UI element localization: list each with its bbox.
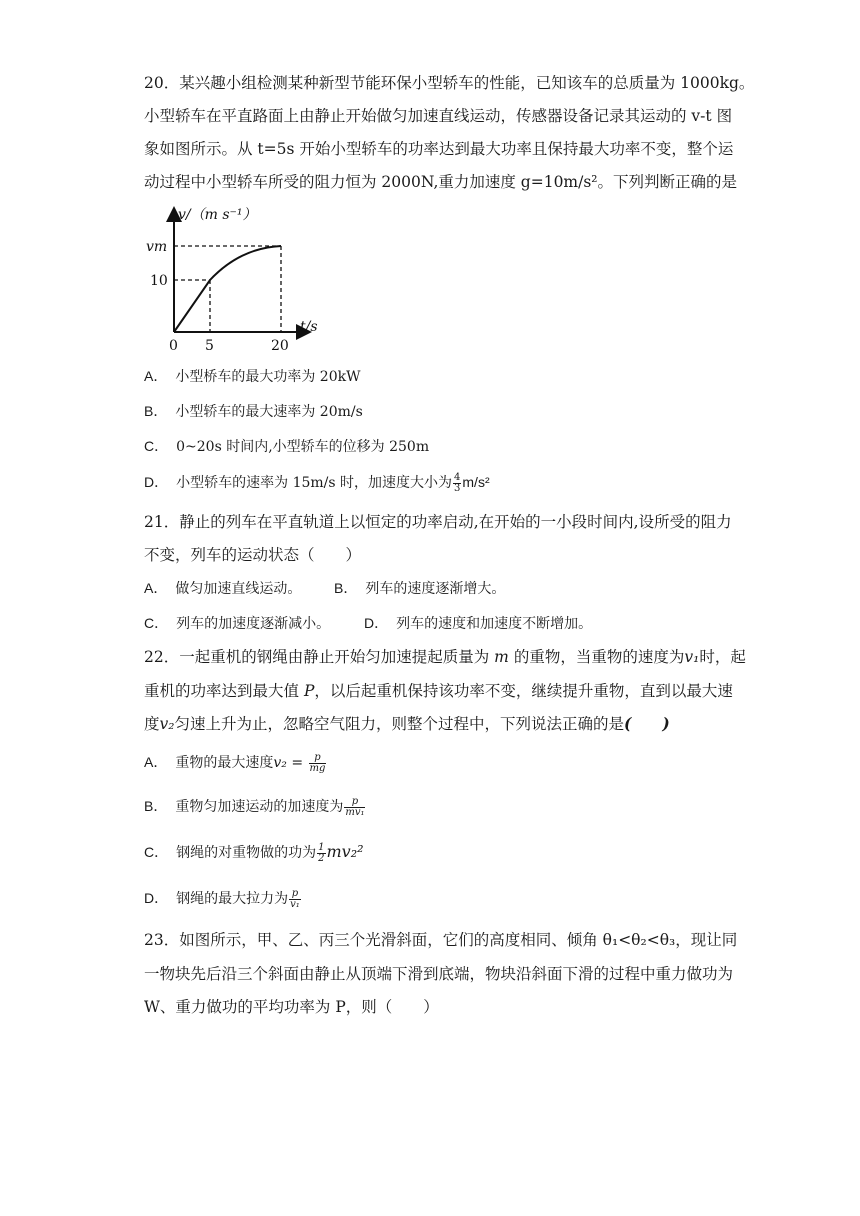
option-text: 做匀加速直线运动。	[175, 581, 302, 597]
q22-option-a: A． 重物的最大速度v₂ = $\frac{p}{mg}$	[144, 751, 326, 774]
option-label: B．	[144, 403, 168, 419]
option-text: 钢绳的最大拉力为	[176, 891, 289, 907]
y-tick-10: 10	[150, 273, 168, 289]
option-text: 列车的加速度逐渐减小。	[176, 616, 331, 632]
option-text: 重物的最大速度	[175, 755, 274, 771]
option-label: D．	[144, 474, 169, 490]
q20-option-a	[144, 366, 360, 387]
q20-option-b	[144, 401, 363, 422]
q22-line-2: 重机的功率达到最大值 P，以后起重机保持该功率不变，继续提升重物，直到以最大速	[144, 682, 733, 700]
option-label: B．	[334, 580, 358, 596]
option-label: D．	[144, 890, 169, 906]
x-tick-20: 20	[271, 338, 289, 354]
q23-line-3: W、重力做功的平均功率为 P，则（ ）	[144, 998, 439, 1016]
q23-line-1: 23．如图所示，甲、乙、丙三个光滑斜面，它们的高度相同、倾角 θ₁<θ₂<θ₃，现让同	[144, 931, 738, 949]
velocity-curve	[174, 246, 281, 332]
option-label: B．	[144, 798, 168, 814]
option-text: 列车的速度逐渐增大。	[365, 581, 506, 597]
option-label: C．	[144, 438, 169, 454]
q20-line-1: 20．某兴趣小组检测某种新型节能环保小型轿车的性能，已知该车的总质量为 1000kg。	[144, 74, 755, 92]
option-text: 小型轿车的速率为 15m/s 时，加速度大小为	[176, 475, 453, 491]
option-label: C．	[144, 844, 169, 860]
option-text: 0~20s 时间内,小型轿车的位移为 250m	[176, 439, 430, 455]
q20-option-d	[144, 472, 490, 494]
q22-option-b	[144, 796, 366, 818]
fraction: $\frac{p}{\text{mv₁}}$	[345, 795, 365, 818]
q21-option-d	[364, 613, 592, 634]
q21-option-c	[144, 613, 330, 634]
fraction: $\frac{1}{2}$	[318, 841, 325, 864]
option-text: 钢绳的对重物做的功为	[176, 845, 317, 861]
q20-line-4: 动过程中小型轿车所受的阻力恒为 2000N,重力加速度 g=10m/s²。下列判断正确的是	[144, 173, 738, 191]
q23-line-2: 一物块先后沿三个斜面由静止从顶端下滑到底端，物块沿斜面下滑的过程中重力做功为	[144, 965, 734, 983]
q21-line-1: 21．静止的列车在平直轨道上以恒定的功率启动,在开始的一小段时间内,设所受的阻力	[144, 513, 732, 531]
q21-option-b	[334, 578, 505, 599]
y-axis-label: v/（m s⁻¹）	[178, 207, 257, 223]
option-text: 小型桥车的最大功率为 20kW	[175, 369, 361, 385]
option-text: 重物匀加速运动的加速度为	[175, 799, 344, 815]
option-label: A．	[144, 368, 168, 384]
q22-line-3: 度v₂匀速上升为止，忽略空气阻力，则整个过程中，下列说法正确的是( )	[144, 714, 670, 733]
q22-option-d	[144, 888, 302, 910]
fraction: $\frac{p}{\text{v₁}}$	[290, 887, 300, 910]
fraction: $\frac{4}{3}$	[454, 471, 461, 494]
q20-line-3: 象如图所示。从 t=5s 开始小型轿车的功率达到最大功率且保持最大功率不变，整个运	[144, 140, 734, 158]
q22-line-1: 22．一起重机的钢绳由静止开始匀加速提起质量为 m 的重物，当重物的速度为v₁时，起	[144, 648, 746, 666]
x-axis-label: t/s	[300, 319, 318, 335]
option-label: A．	[144, 754, 168, 770]
x-tick-5: 5	[205, 338, 214, 354]
option-label: D．	[364, 615, 389, 631]
x-tick-0: 0	[169, 338, 178, 354]
q21-option-a	[144, 578, 301, 599]
y-tick-vm: vm	[146, 239, 168, 255]
option-label: A．	[144, 580, 168, 596]
option-unit: m/s²	[462, 474, 490, 490]
q21-line-2: 不变，列车的运动状态（ ）	[144, 546, 362, 564]
fraction: $\frac{p}{mg}$	[309, 751, 326, 774]
option-text: 列车的速度和加速度不断增加。	[396, 616, 593, 632]
q22-option-c: C． 钢绳的对重物做的功为 $\frac{1}{2}$ mv₂²	[144, 841, 364, 864]
option-label: C．	[144, 615, 169, 631]
q20-line-2: 小型轿车在平直路面上由静止开始做匀加速直线运动，传感器设备记录其运动的 v-t 图	[144, 107, 733, 125]
vt-graph	[140, 200, 350, 360]
option-text: 小型轿车的最大速率为 20m/s	[175, 404, 363, 420]
q20-option-c	[144, 436, 429, 457]
